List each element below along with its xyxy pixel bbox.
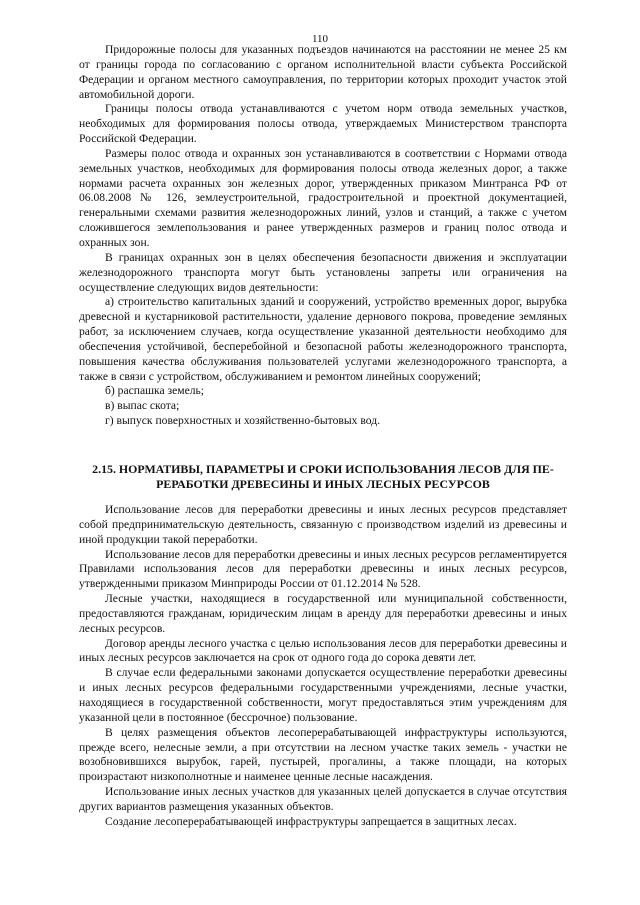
paragraph: Использование иных лесных участков для указанных целей допускается в случае отсутствия других вариантов размещения указанных объектов. — [79, 785, 567, 813]
text-section-wood-processing — [79, 503, 567, 830]
paragraph: Использование лесов для переработки древесины и иных лесных ресурсов регламентируется Правилами использования лесов для переработки древесины и иных лесных ресурсов, утвержденными приказом Минприроды России от 01.12.2014 № 528. — [79, 547, 567, 591]
text-section-roads-railways — [79, 43, 567, 429]
paragraph: Размеры полос отвода и охранных зон устанавливаются в соответствии с Нормами отвода земельных участков, необходимых для формирования полосы отвода железных дорог, а также нормами расчета охранных зон железных дорог, утвержденных приказом Минтранса РФ от 06.08.2008 № 126, землеустроительной, градостроительной и проектной документацией, генеральными схемами развития железнодорожных линий, узлов и станций, а также с учетом сложившегося землепользования и ранее утвержденных размеров и границ полос отвода и охранных зон. — [79, 146, 567, 249]
paragraph: Границы полосы отвода устанавливаются с учетом норм отвода земельных участков, необходимых для формирования полосы отвода, утверждаемых Министерством транспорта Российской Федерации. — [79, 102, 567, 146]
paragraph: Лесные участки, находящиеся в государственной или муниципальной собственности, предоставляются гражданам, юридическим лицам в аренду для переработки древесины и иных лесных ресурсов. — [79, 592, 567, 635]
list-item: а) строительство капитальных зданий и сооружений, устройство временных дорог, вырубка древесной и кустарниковой растительности, удаление дернового покрова, проведение земляных работ, за исключением случаев, когда осуществление указанной деятельности необходимо для обеспечения устойчивой, бесперебойной и безопасной работы железнодорожного транспорта, повышения качества обслуживания пользователей услугами железнодорожного транспорта, а также в связи с устройством, обслуживанием и ремонтом линейных сооружений; — [79, 295, 567, 383]
paragraph: Использование лесов для переработки древесины и иных лесных ресурсов представляет собой предпринимательскую деятельность, связанную с производством изделий из древесины и иной продукции такой переработки. — [79, 503, 567, 546]
paragraph: В границах охранных зон в целях обеспечения безопасности движения и эксплуатации железнодорожного транспорта могут быть установлены запреты или ограничения на осуществление следующих видов деятельности: — [79, 250, 567, 294]
paragraph: Договор аренды лесного участка с целью использования лесов для переработки древесины и иных лесных ресурсов заключается на срок от одного года до сорока девяти лет. — [79, 636, 567, 665]
page-number: 110 — [311, 33, 329, 45]
list-item: б) распашка земель; — [105, 384, 205, 398]
paragraph: Придорожные полосы для указанных подъездов начинаются на расстоянии не менее 25 км от границы города по согласованию с органом исполнительной власти субъекта Российской Федерации и органом местного самоуправления, по территории которых проходит участок этой автомобильной дороги. — [79, 43, 567, 101]
paragraph: В случае если федеральными законами допускается осуществление переработки древесины и иных лесных ресурсов федеральными государственными учреждениями, лесные участки, находящиеся в государственной собственности, могут предоставляться этим учреждениям для указанной цели в постоянное (бессрочное) пользование. — [79, 666, 567, 724]
section-heading-line: 2.15. НОРМАТИВЫ, ПАРАМЕТРЫ И СРОКИ ИСПОЛЬЗОВАНИЯ ЛЕСОВ ДЛЯ ПЕ- — [92, 462, 554, 476]
section-heading-line: РЕРАБОТКИ ДРЕВЕСИНЫ И ИНЫХ ЛЕСНЫХ РЕСУРСОВ — [156, 477, 490, 491]
section-heading — [79, 462, 567, 492]
list-item: г) выпуск поверхностных и хозяйственно-бытовых вод. — [105, 414, 381, 428]
list-item: в) выпас скота; — [105, 399, 180, 413]
paragraph: Создание лесоперерабатывающей инфраструктуры запрещается в защитных лесах. — [105, 814, 517, 828]
paragraph: В целях размещения объектов лесоперерабатывающей инфраструктуры используются, прежде всего, нелесные земли, а при отсутствии на лесном участке таких земель - участки не возобновившихся вырубок, гарей, пустырей, прогалины, а также площади, на которых произрастают низкополнотные и наименее ценные лесные насаждения. — [79, 725, 567, 784]
